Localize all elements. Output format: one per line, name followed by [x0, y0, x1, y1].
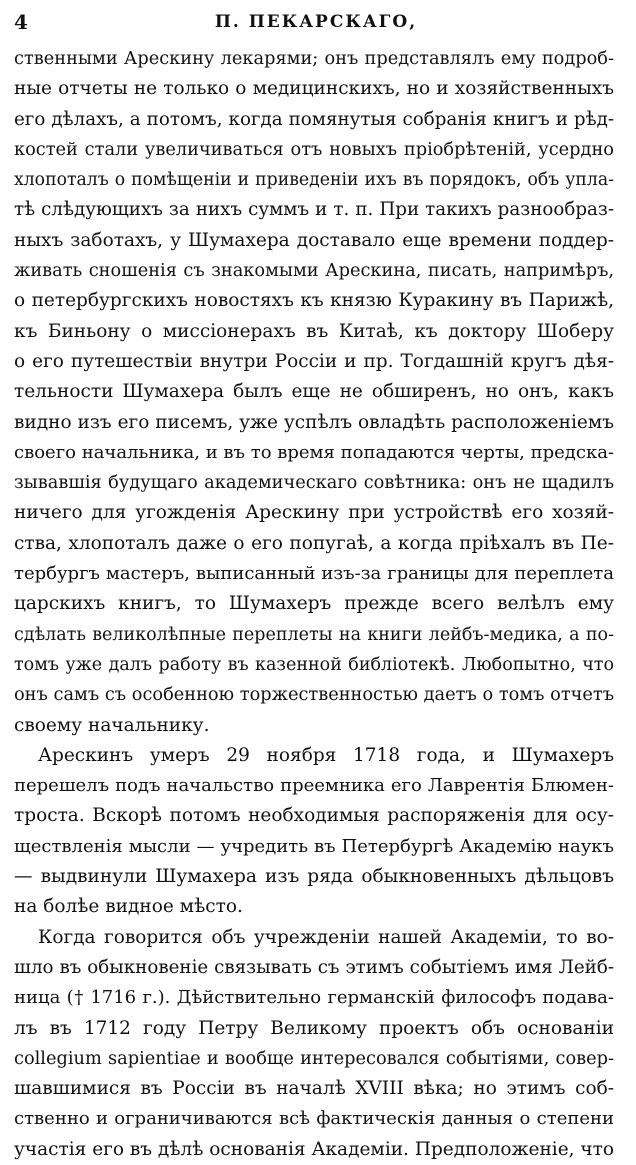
- text-line: участія его въ дѣлѣ основанія Академіи. Предположеніе, что: [14, 1138, 614, 1160]
- text-line: ственными Арескину лекарями; онъ представлялъ ему подроб-: [14, 49, 614, 69]
- text-line: томъ уже далъ работу въ казенной библіотекѣ. Любопытно, что: [14, 654, 614, 675]
- text-line: зывавшія будущаго академическаго совѣтника: онъ не щадилъ: [14, 473, 614, 494]
- text-line: перешелъ подъ начальство преемника его Лаврентія Блюмен-: [14, 775, 614, 797]
- text-line: collegium sapientiae и вообще интересовался событіями, совер-: [14, 1048, 614, 1069]
- text-line: о его путешествіи внутри Россіи и пр. Тогдашній кругъ дѣя-: [14, 350, 614, 372]
- text-line: своего начальника, и въ то время попадаются черты, предска-: [14, 441, 614, 463]
- text-line: шло въ обыкновеніе связывать съ этимъ событіемъ имя Лейб-: [14, 956, 614, 978]
- text-line: троста. Вскорѣ потомъ необходимыя распоряженія для осу-: [14, 805, 614, 827]
- text-line: онъ самъ съ особенною торжественностью даетъ о томъ отчетъ: [14, 685, 614, 706]
- page-header: [14, 6, 618, 36]
- text-line: тѣ слѣдующихъ за нихъ суммъ и т. п. При такихъ разнообраз-: [14, 199, 614, 221]
- text-line: Арескинъ умеръ 29 ноября 1718 года, и Шумахеръ: [38, 744, 614, 766]
- page-number: 4: [14, 10, 28, 34]
- body-text: [14, 44, 614, 1165]
- text-line: тербургъ мастеръ, выписанный изъ-за границы для переплета: [14, 563, 614, 585]
- text-line: царскихъ книгъ, то Шумахеръ прежде всего велѣлъ ему: [14, 593, 614, 615]
- text-line: о петербургскихъ новостяхъ къ князю Куракину въ Парижѣ,: [14, 290, 614, 312]
- text-line: тельности Шумахера былъ еще не обширенъ, но онъ, какъ: [14, 381, 614, 403]
- running-title: П. ПЕКАРСКАГО,: [214, 12, 418, 32]
- text-line: къ Биньону о миссіонерахъ въ Китаѣ, къ доктору Шоберу: [14, 320, 614, 342]
- text-line: костей стали увеличиваться отъ новыхъ пріобрѣтеній, усердно: [14, 139, 614, 160]
- text-line: его дѣлахъ, а потомъ, когда помянутыя собранія книгъ и рѣд-: [14, 108, 614, 130]
- text-line: ныхъ заботахъ, у Шумахера доставало еще времени поддер-: [14, 229, 614, 251]
- text-line: ные отчеты не только о медицинскихъ, но и хозяйственныхъ: [14, 78, 614, 100]
- text-line: ничего для угожденія Арескину при устройствѣ его хозяй-: [14, 502, 614, 524]
- text-line: — выдвинули Шумахера изъ ряда обыкновенныхъ дѣльцовъ: [14, 866, 614, 888]
- text-line: ства, хлопоталъ даже о его попугаѣ, а когда пріѣхалъ въ Пе-: [14, 532, 614, 554]
- text-line: Когда говорится объ учрежденіи нашей Академіи, то во-: [38, 926, 614, 948]
- text-line: ница († 1716 г.). Дѣйствительно германскій философъ подава-: [14, 987, 614, 1009]
- text-line: хлопоталъ о помѣщеніи и приведеніи ихъ въ порядокъ, объ упла-: [14, 170, 614, 191]
- text-line: лъ въ 1712 году Петру Великому проектъ объ основаніи: [14, 1017, 614, 1039]
- text-line: на болѣе видное мѣсто.: [14, 896, 243, 918]
- text-line: живать сношенія съ знакомыми Арескина, писать, напримѣръ,: [14, 261, 614, 282]
- text-line: шавшимися въ Россіи въ началѣ XVIII вѣка; но этимъ соб-: [14, 1078, 614, 1100]
- text-line: видно изъ его писемъ, уже успѣлъ овладѣть расположеніемъ: [14, 411, 614, 433]
- text-line: ществленія мысли — учредить въ Петербургѣ Академію наукъ: [14, 835, 614, 857]
- text-line: своему начальнику.: [14, 714, 210, 736]
- text-line: сдѣлать великолѣпные переплеты на книги лейбъ-медика, а по-: [14, 624, 614, 645]
- text-line: ственно и ограничиваются всѣ фактическія данныя о степени: [14, 1108, 614, 1130]
